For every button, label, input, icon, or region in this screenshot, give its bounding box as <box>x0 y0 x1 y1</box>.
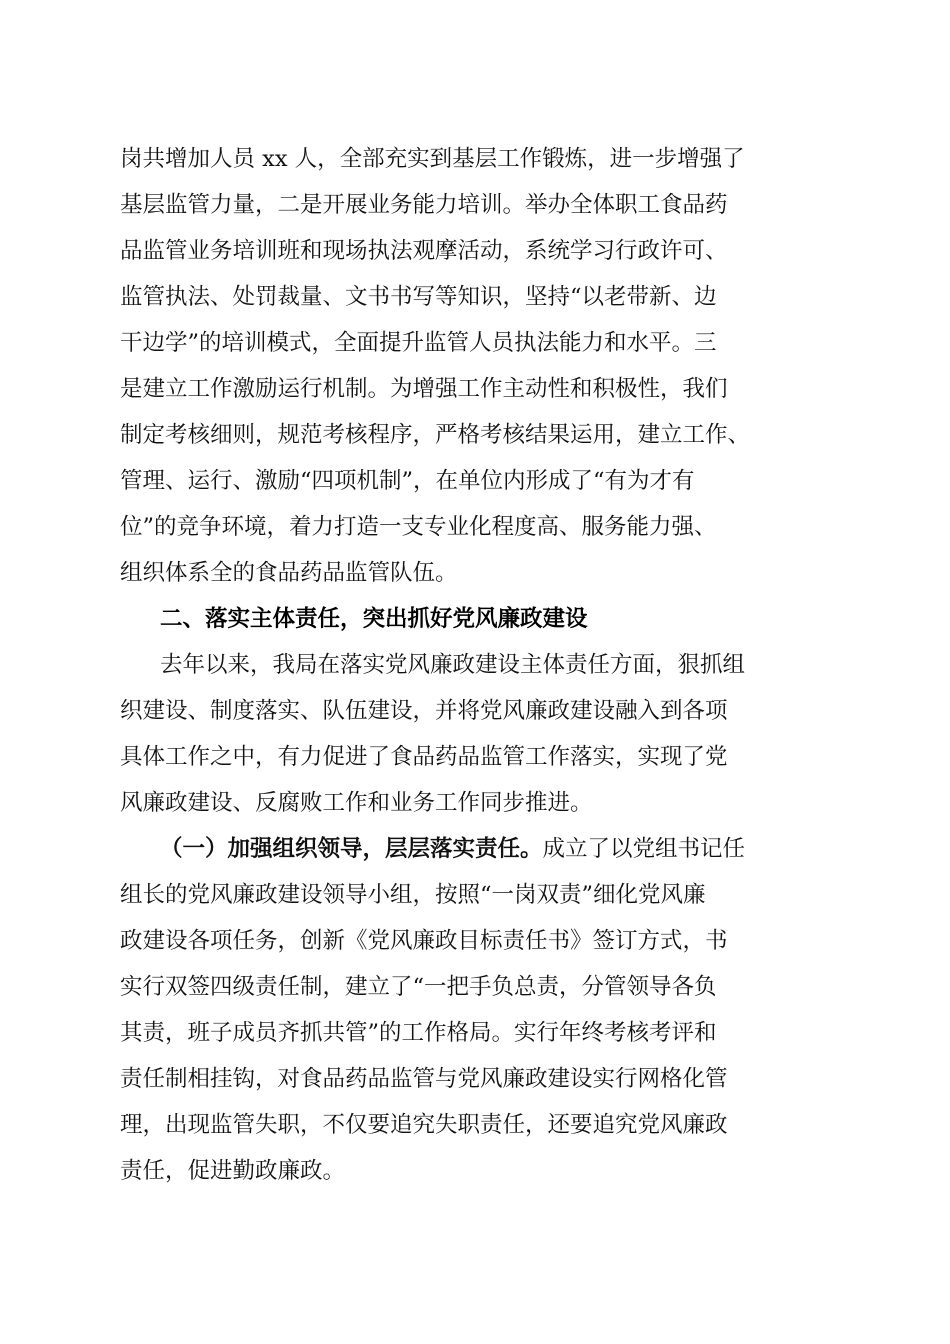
body-text-line: 实行双签四级责任制，建立了“一把手负总责，分管领导各负 <box>120 974 717 1000</box>
body-text-line: 管理、运行、激励“四项机制”，在单位内形成了“有为才有 <box>120 468 695 494</box>
body-text-line: 基层监管力量，二是开展业务能力培训。举办全体职工食品药 <box>120 192 728 218</box>
section-heading: 二、落实主体责任，突出抓好党风廉政建设 <box>160 606 588 632</box>
body-text-line: 是建立工作激励运行机制。为增强工作主动性和积极性，我们 <box>120 376 728 402</box>
body-text-line: 风廉政建设、反腐败工作和业务工作同步推进。 <box>120 790 593 816</box>
body-text-line: 责任，促进勤政廉政。 <box>120 1158 346 1184</box>
body-text-line: 政建设各项任务，创新《党风廉政目标责任书》签订方式，书 <box>120 928 728 954</box>
subsection-heading: （一）加强组织领导，层层落实责任。 <box>160 836 543 862</box>
body-text-line: 岗共增加人员 xx 人，全部充实到基层工作锻炼，进一步增强了 <box>120 146 745 172</box>
body-text-span: 成立了以党组书记任 <box>542 836 746 862</box>
subsection-line <box>160 826 880 872</box>
body-text-line: 品监管业务培训班和现场执法观摩活动，系统学习行政许可、 <box>120 238 728 264</box>
body-text-line: 干边学”的培训模式，全面提升监管人员执法能力和水平。三 <box>120 330 717 356</box>
body-text-line: 组织体系全的食品药品监管队伍。 <box>120 560 458 586</box>
body-text-line: 组长的党风廉政建设领导小组，按照“一岗双责”细化党风廉 <box>120 882 706 908</box>
body-text-line: 责任制相挂钩，对食品药品监管与党风廉政建设实行网格化管 <box>120 1066 728 1092</box>
body-text-line: 织建设、制度落实、队伍建设，并将党风廉政建设融入到各项 <box>120 698 728 724</box>
body-text-line: 其责，班子成员齐抓共管”的工作格局。实行年终考核考评和 <box>120 1020 717 1046</box>
body-text-line: 去年以来，我局在落实党风廉政建设主体责任方面，狠抓组 <box>160 652 746 678</box>
body-text-line: 位”的竞争环境，着力打造一支专业化程度高、服务能力强、 <box>120 514 717 540</box>
body-text-line: 监管执法、处罚裁量、文书书写等知识，坚持“以老带新、边 <box>120 284 717 310</box>
body-text-line: 具体工作之中，有力促进了食品药品监管工作落实，实现了党 <box>120 744 728 770</box>
body-text-line: 制定考核细则，规范考核程序，严格考核结果运用，建立工作、 <box>120 422 751 448</box>
body-text-line: 理，出现监管失职，不仅要追究失职责任，还要追究党风廉政 <box>120 1112 728 1138</box>
